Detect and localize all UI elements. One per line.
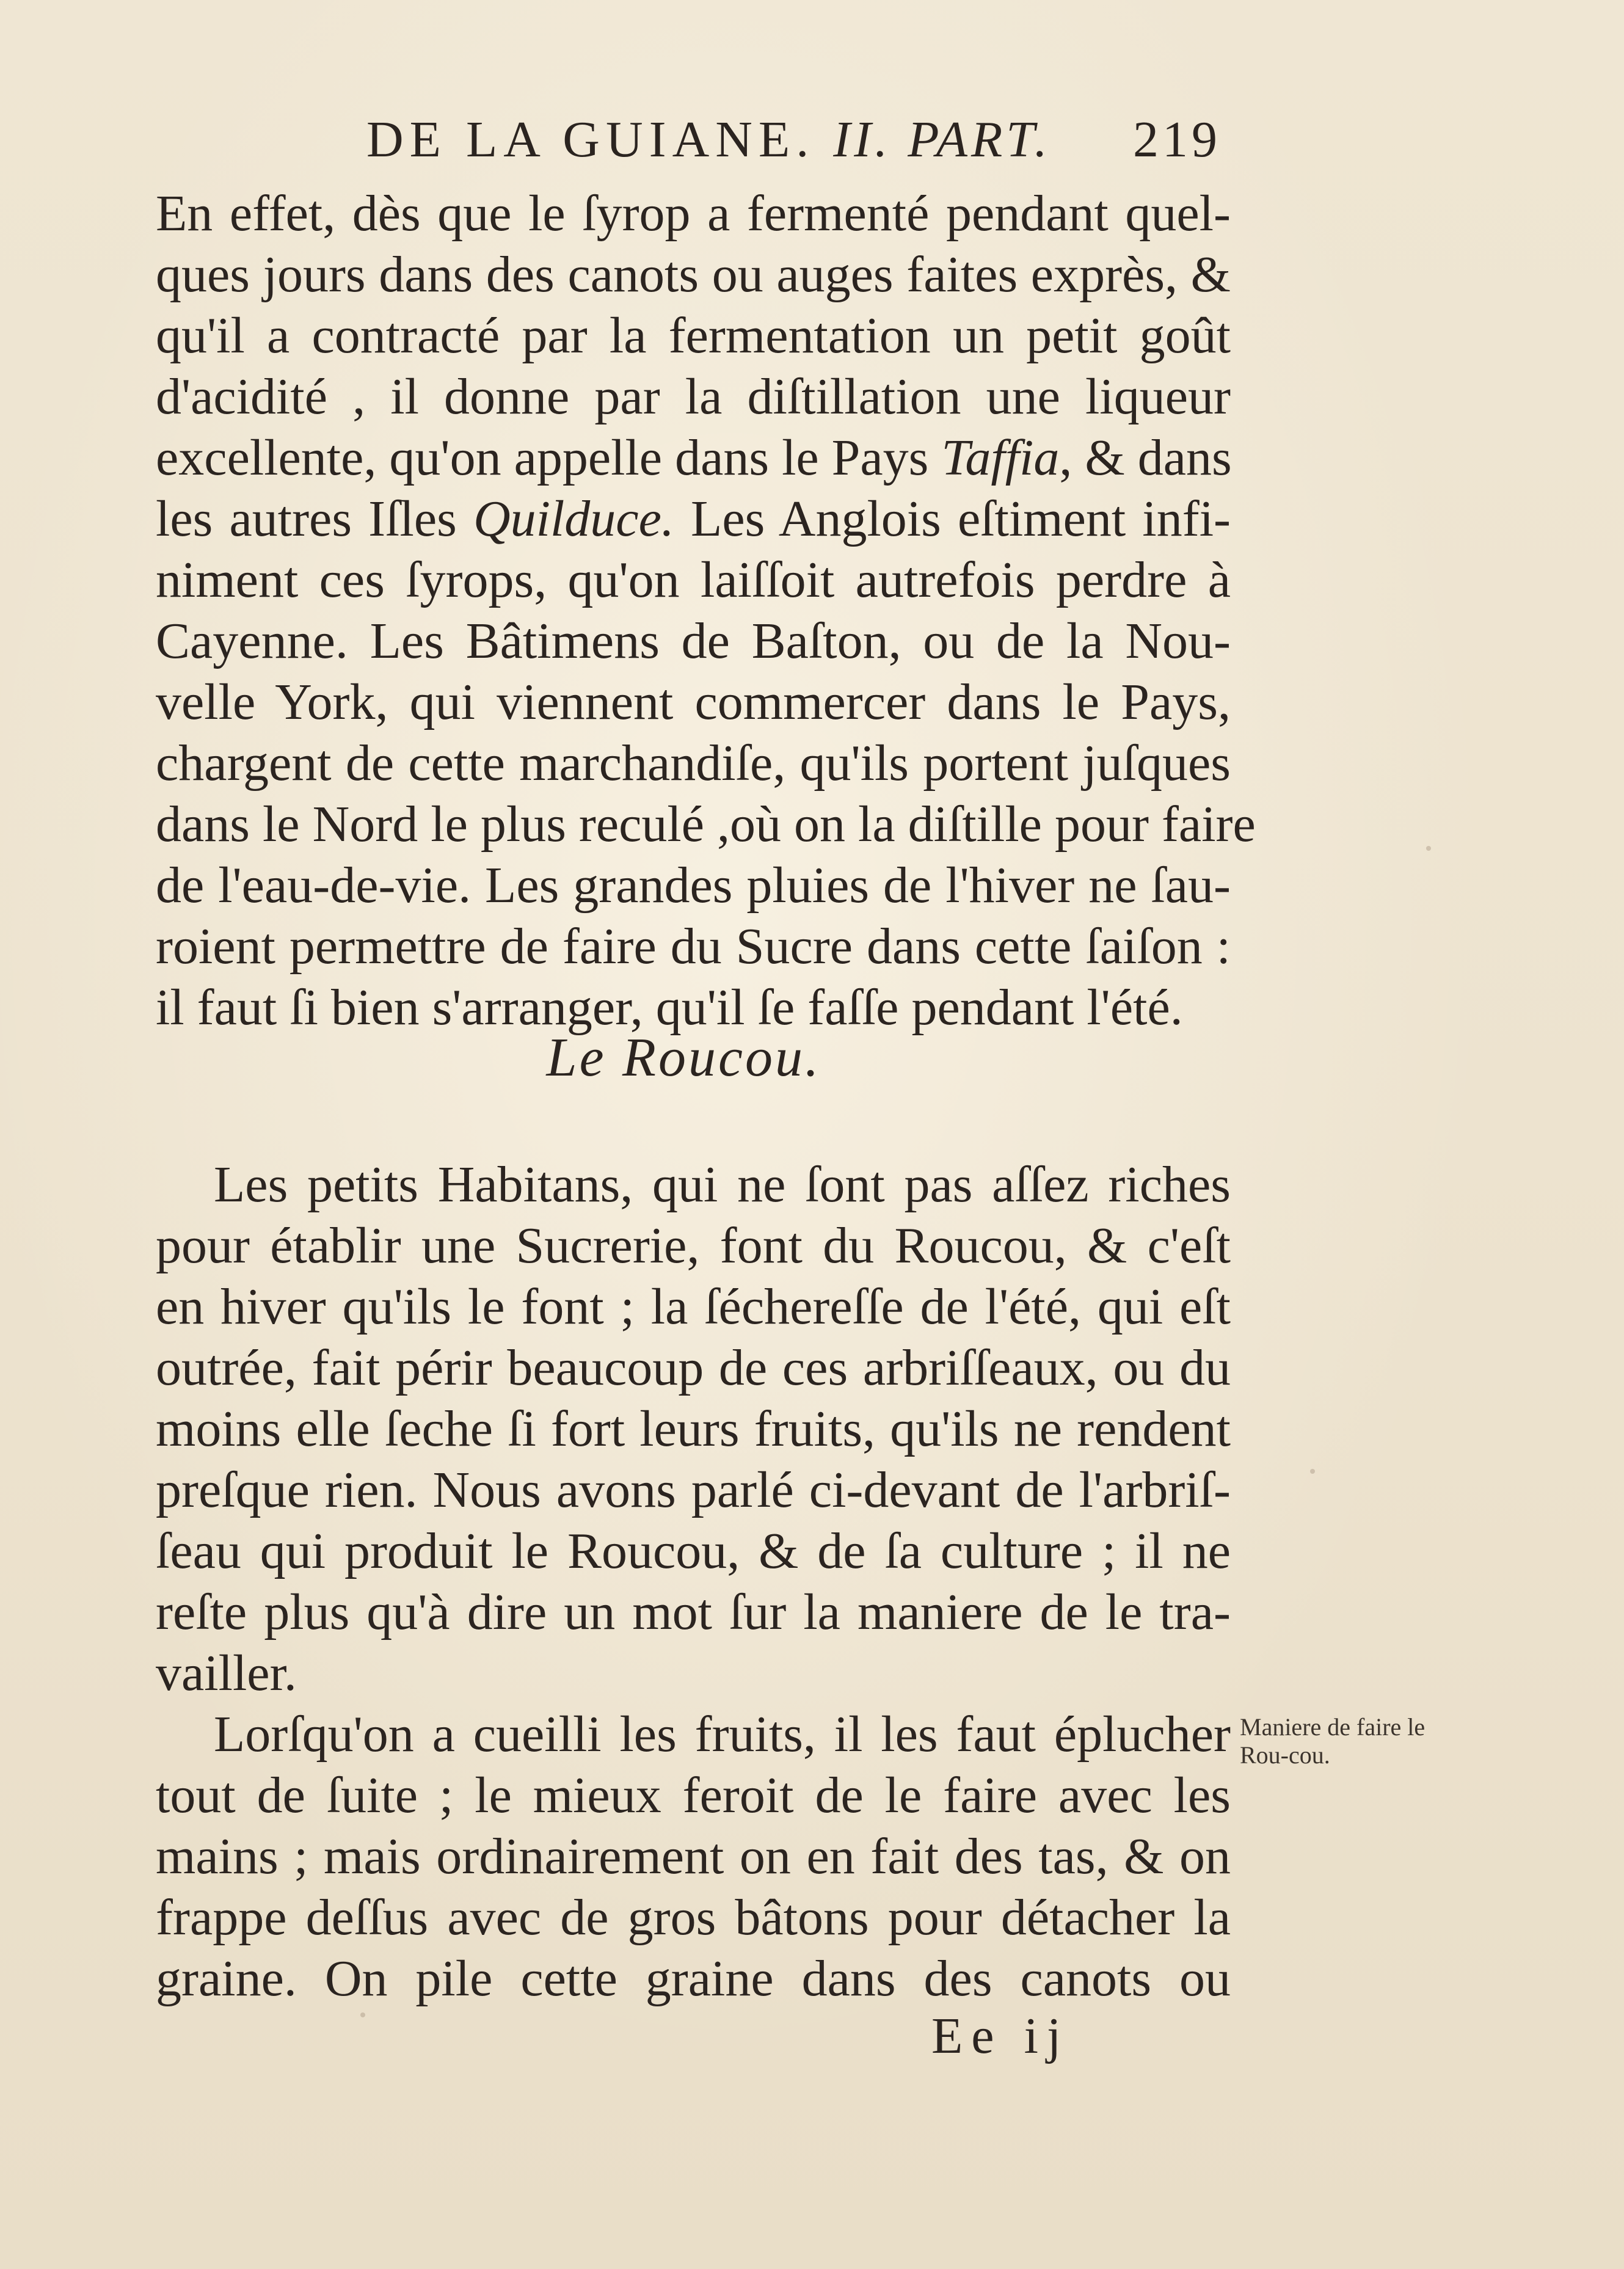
running-head-title: DE LA GUIANE.	[366, 111, 815, 168]
text-line-taffia	[156, 428, 1231, 489]
section-title-text: Le Roucou.	[546, 1027, 821, 1088]
text-line: vailler.	[156, 1645, 297, 1702]
text-line: Cayenne. Les Bâtimens de Baſton, ou de la Nou-	[156, 613, 1231, 669]
margin-note: Maniere de faire le Rou-cou.	[1240, 1713, 1426, 1769]
text-line: qu'il a contracté par la fermentation un petit goût	[156, 307, 1231, 364]
text-line: chargent de cette marchandiſe, qu'ils portent juſques	[156, 735, 1231, 792]
text-line: graine. On pile cette graine dans des canots ou	[156, 1950, 1231, 2007]
text-line-quilduce	[156, 489, 1231, 550]
paper-spot	[360, 2012, 365, 2017]
text-line: ſeau qui produit le Roucou, & de ſa culture ; il ne	[156, 1523, 1231, 1579]
running-head	[366, 110, 1051, 169]
text-span: les autres Iſles	[156, 490, 473, 547]
section-title	[0, 1026, 1624, 1089]
text-line: pour établir une Sucrerie, font du Roucou, & c'eſt	[156, 1217, 1231, 1274]
text-line: tout de ſuite ; le mieux feroit de le faire avec les	[156, 1767, 1231, 1824]
term-taffia: Taffia	[941, 429, 1060, 486]
text-line: il faut ſi bien s'arranger, qu'il ſe faſſe pendant l'été.	[156, 979, 1183, 1036]
text-line: frappe deſſus avec de gros bâtons pour détacher la	[156, 1889, 1231, 1946]
paper-spot	[1426, 846, 1431, 851]
text-line: roient permettre de faire du Sucre dans cette ſaiſon :	[156, 918, 1231, 975]
signature-mark: Ee ij	[931, 2008, 1070, 2064]
page-header	[0, 104, 1624, 177]
page-number: 219	[1133, 111, 1221, 168]
text-line: Les petits Habitans, qui ne ſont pas aſſez riches	[214, 1156, 1231, 1213]
text-line: reſte plus qu'à dire un mot ſur la maniere de le tra-	[156, 1584, 1231, 1641]
text-line: mains ; mais ordinairement on en fait des tas, & on	[156, 1828, 1231, 1885]
text-span: , & dans	[1059, 429, 1232, 486]
running-head-part: II. PART.	[833, 111, 1051, 168]
text-line: de l'eau-de-vie. Les grandes pluies de l'hiver ne ſau-	[156, 857, 1231, 914]
text-line: En effet, dès que le ſyrop a fermenté pendant quel-	[156, 185, 1231, 242]
text-line: velle York, qui viennent commercer dans le Pays,	[156, 674, 1231, 730]
text-line: ques jours dans des canots ou auges faites exprès, &	[156, 246, 1231, 303]
paper-spot	[1310, 1469, 1315, 1474]
text-line: preſque rien. Nous avons parlé ci-devant de l'arbriſ-	[156, 1462, 1231, 1518]
text-line: moins elle ſeche ſi fort leurs fruits, qu'ils ne rendent	[156, 1400, 1231, 1457]
term-quilduce: Quilduce.	[473, 490, 674, 547]
text-line: en hiver qu'ils le font ; la ſéchereſſe de l'été, qui eſt	[156, 1278, 1231, 1335]
text-line: dans le Nord le plus reculé ,où on la diſtille pour faire	[156, 796, 1256, 853]
text-line: Lorſqu'on a cueilli les fruits, il les faut éplucher	[214, 1706, 1231, 1763]
text-line: outrée, fait périr beaucoup de ces arbriſſeaux, ou du	[156, 1339, 1231, 1396]
text-span: excellente, qu'on appelle dans le Pays	[156, 429, 942, 486]
text-line: niment ces ſyrops, qu'on laiſſoit autrefois perdre à	[156, 552, 1231, 608]
text-span: Les Anglois eſtiment infi-	[674, 490, 1231, 547]
text-line: d'acidité , il donne par la diſtillation une liqueur	[156, 368, 1231, 425]
